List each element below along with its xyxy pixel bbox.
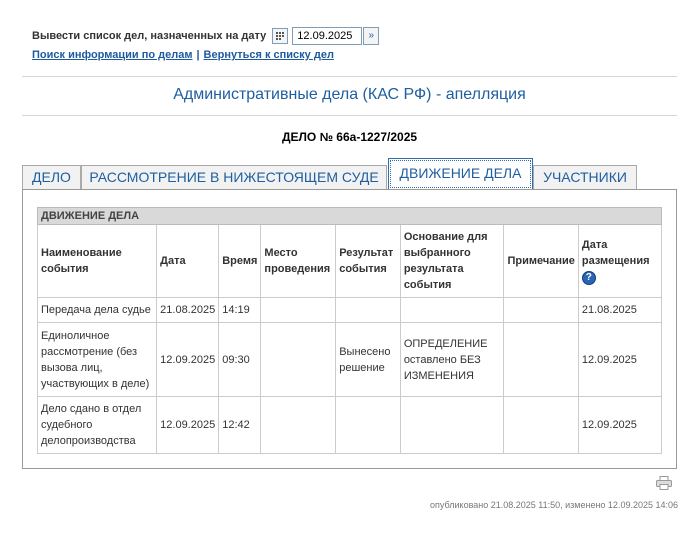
table-cell: 14:19 — [219, 298, 261, 323]
table-cell: 09:30 — [219, 323, 261, 397]
table-cell: 12.09.2025 — [578, 323, 661, 397]
table-cell: Дело сдано в отдел судебного делопроизводства — [38, 397, 157, 454]
table-cell: 21.08.2025 — [157, 298, 219, 323]
table-cell — [400, 298, 504, 323]
tab-case[interactable]: ДЕЛО — [22, 165, 81, 190]
movement-table — [37, 207, 662, 454]
divider — [22, 76, 677, 77]
date-input[interactable] — [292, 27, 362, 45]
nav-links — [32, 49, 379, 61]
table-cell: 12:42 — [219, 397, 261, 454]
column-header-label: Дата размещения — [581, 239, 650, 267]
column-header: Наименование события — [38, 225, 157, 298]
table-cell: Передача дела судье — [38, 298, 157, 323]
page-title: Административные дела (КАС РФ) - апелляция — [173, 86, 526, 103]
table-cell — [336, 397, 401, 454]
table-cell: ОПРЕДЕЛЕНИЕ оставлено БЕЗ ИЗМЕНЕНИЯ — [400, 323, 504, 397]
section-title: ДВИЖЕНИЕ ДЕЛА — [38, 208, 662, 225]
publication-info: опубликовано 21.08.2025 11:50, изменено 12.09.2025 14:06 — [430, 500, 678, 510]
back-to-list-link[interactable]: Вернуться к списку дел — [203, 49, 334, 61]
table-cell: Единоличное рассмотрение (без вызова лиц, участвующих в деле) — [38, 323, 157, 397]
table-header-row — [38, 225, 662, 298]
date-filter-row — [32, 26, 379, 46]
table-cell: 12.09.2025 — [157, 323, 219, 397]
table-cell — [336, 298, 401, 323]
table-cell — [261, 397, 336, 454]
case-number: ДЕЛО № 66а-1227/2025 — [281, 130, 418, 144]
table-cell: 21.08.2025 — [578, 298, 661, 323]
column-header: Место проведения — [261, 225, 336, 298]
table-cell — [504, 298, 578, 323]
column-header-posting-date — [578, 225, 661, 298]
table-cell: 12.09.2025 — [578, 397, 661, 454]
date-filter — [32, 26, 379, 61]
column-header: Дата — [157, 225, 219, 298]
table-cell — [400, 397, 504, 454]
tab-case-movement[interactable]: ДВИЖЕНИЕ ДЕЛА — [388, 158, 533, 190]
table-row — [38, 397, 662, 454]
print-icon[interactable] — [656, 476, 672, 490]
column-header: Основание для выбранного результата события — [400, 225, 504, 298]
calendar-icon[interactable] — [272, 28, 288, 44]
tab-participants[interactable]: УЧАСТНИКИ — [533, 165, 637, 190]
search-cases-link[interactable]: Поиск информации по делам — [32, 49, 193, 61]
table-row — [38, 298, 662, 323]
link-separator: | — [196, 49, 200, 61]
date-filter-label: Вывести список дел, назначенных на дату — [32, 30, 267, 42]
table-cell — [504, 323, 578, 397]
help-icon[interactable]: ? — [582, 271, 596, 285]
table-cell: Вынесено решение — [336, 323, 401, 397]
table-row — [38, 323, 662, 397]
column-header: Примечание — [504, 225, 578, 298]
table-cell: 12.09.2025 — [157, 397, 219, 454]
table-cell — [261, 298, 336, 323]
tab-lower-court[interactable]: РАССМОТРЕНИЕ В НИЖЕСТОЯЩЕМ СУДЕ — [81, 165, 387, 190]
column-header: Время — [219, 225, 261, 298]
double-chevron-right-icon[interactable]: » — [363, 27, 379, 45]
divider — [22, 115, 677, 116]
column-header: Результат события — [336, 225, 401, 298]
table-cell — [261, 323, 336, 397]
table-cell — [504, 397, 578, 454]
tab-panel — [22, 189, 677, 469]
